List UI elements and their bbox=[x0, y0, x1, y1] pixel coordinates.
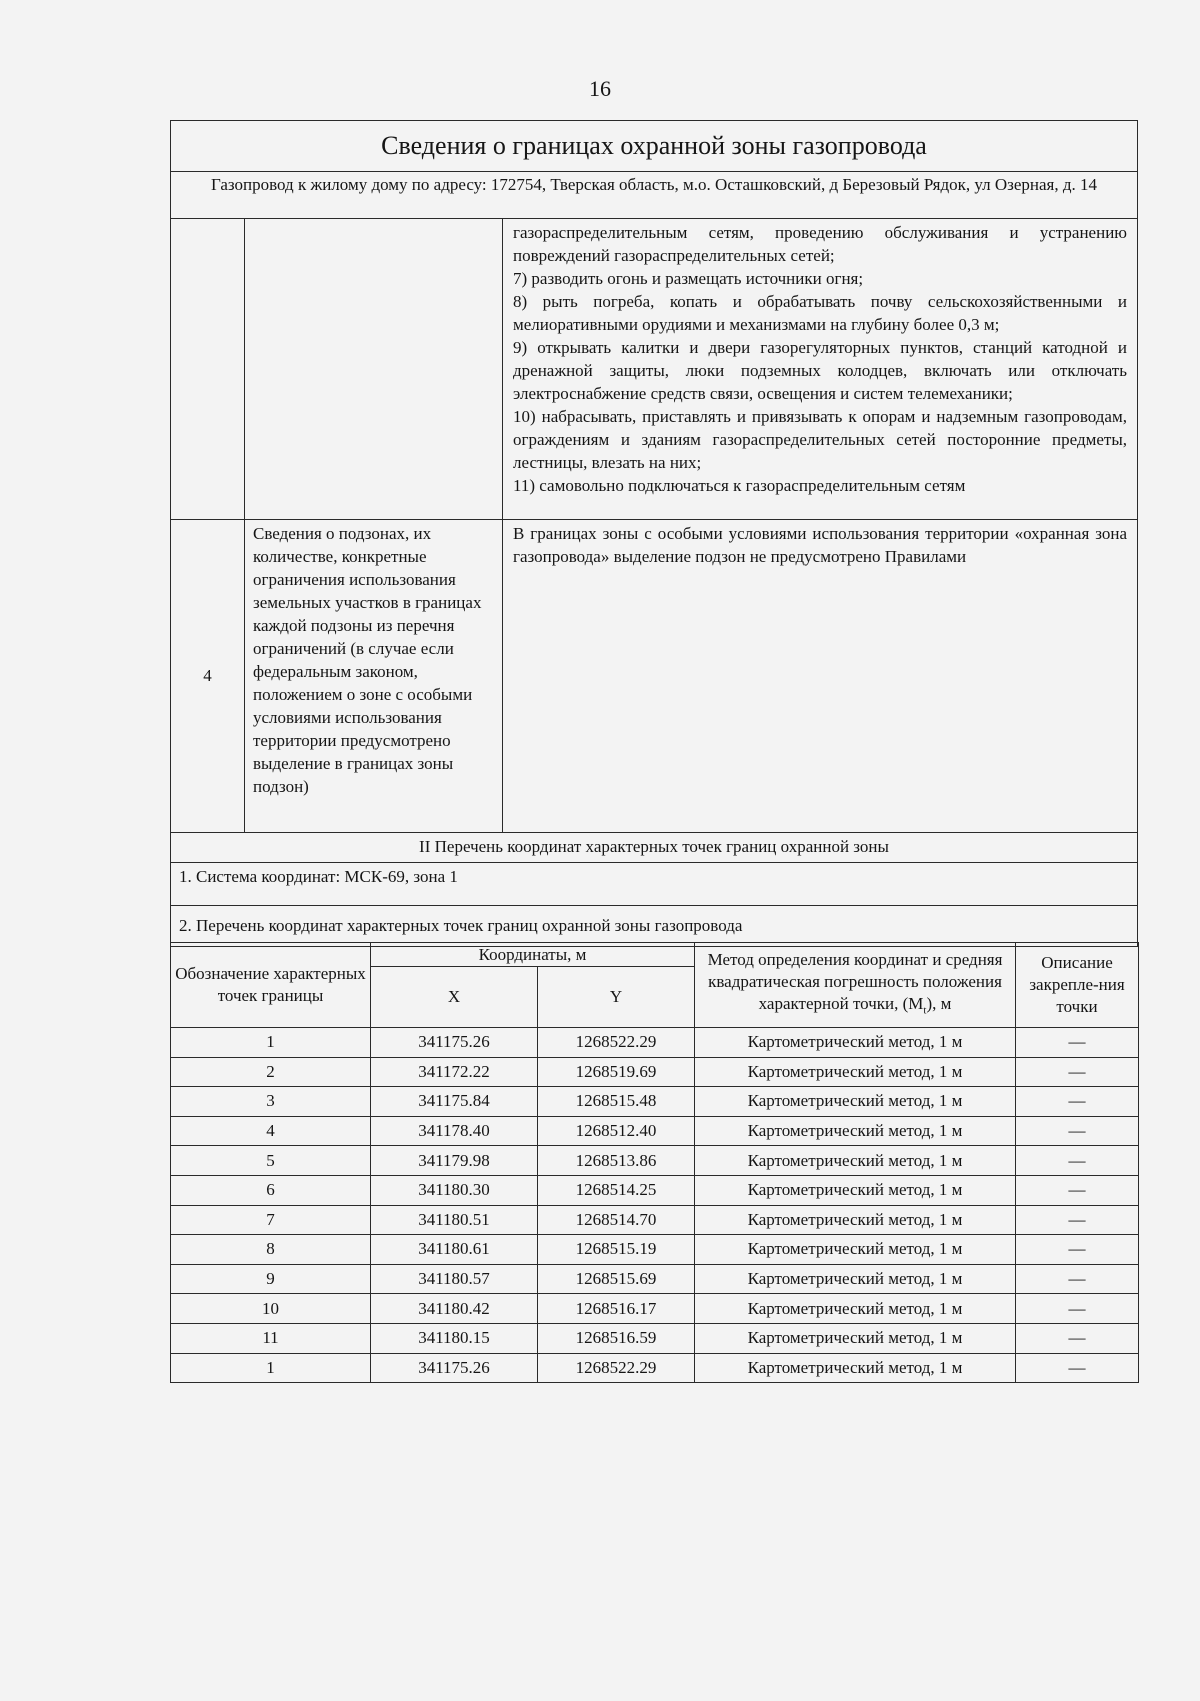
x-cell: 341175.26 bbox=[371, 1028, 538, 1058]
table-row bbox=[171, 1116, 1139, 1146]
table-row bbox=[171, 1294, 1139, 1324]
subzones-row bbox=[171, 520, 1137, 833]
table-row bbox=[171, 1028, 1139, 1058]
description-cell: — bbox=[1016, 1323, 1139, 1353]
method-cell: Картометрический метод, 1 м bbox=[695, 1146, 1016, 1176]
x-cell: 341175.84 bbox=[371, 1087, 538, 1117]
subzones-text-cell bbox=[503, 520, 1137, 832]
coordinate-system: 1. Система координат: МСК-69, зона 1 bbox=[171, 863, 1137, 906]
method-cell: Картометрический метод, 1 м bbox=[695, 1264, 1016, 1294]
header-method-unit: ), м bbox=[926, 993, 952, 1013]
table-row bbox=[171, 1175, 1139, 1205]
header-description: Описание закрепле-ния точки bbox=[1016, 943, 1139, 1028]
method-cell: Картометрический метод, 1 м bbox=[695, 1353, 1016, 1383]
y-cell: 1268514.25 bbox=[538, 1175, 695, 1205]
description-cell: — bbox=[1016, 1353, 1139, 1383]
point-cell: 6 bbox=[171, 1175, 371, 1205]
y-cell: 1268515.19 bbox=[538, 1235, 695, 1265]
method-cell: Картометрический метод, 1 м bbox=[695, 1028, 1016, 1058]
x-cell: 341180.51 bbox=[371, 1205, 538, 1235]
table-row bbox=[171, 1146, 1139, 1176]
x-cell: 341172.22 bbox=[371, 1057, 538, 1087]
subzones-row-number: 4 bbox=[171, 520, 245, 832]
x-cell: 341180.42 bbox=[371, 1294, 538, 1324]
restriction-line: 7) разводить огонь и размещать источники огня; bbox=[513, 269, 864, 288]
description-cell: — bbox=[1016, 1146, 1139, 1176]
table-row bbox=[171, 1087, 1139, 1117]
table-row bbox=[171, 1057, 1139, 1087]
restriction-line: 9) открывать калитки и двери газорегуляторных пунктов, станций катодной и дренажной защиты, люки подземных колодцев, включать или отключать электроснабжение средств связи, освещения и систем телемеханики; bbox=[513, 338, 1127, 403]
description-cell: — bbox=[1016, 1116, 1139, 1146]
point-cell: 8 bbox=[171, 1235, 371, 1265]
coordinate-list-heading: 2. Перечень координат характерных точек границ охранной зоны газопровода bbox=[179, 916, 743, 935]
part2-heading: II Перечень координат характерных точек границ охранной зоны bbox=[171, 833, 1137, 863]
point-cell: 3 bbox=[171, 1087, 371, 1117]
x-cell: 341175.26 bbox=[371, 1353, 538, 1383]
method-cell: Картометрический метод, 1 м bbox=[695, 1175, 1016, 1205]
coordinates-table bbox=[170, 942, 1139, 1383]
y-cell: 1268516.59 bbox=[538, 1323, 695, 1353]
restrictions-continued-row bbox=[171, 219, 1137, 520]
y-cell: 1268513.86 bbox=[538, 1146, 695, 1176]
point-cell: 10 bbox=[171, 1294, 371, 1324]
row-number-cell bbox=[171, 219, 245, 519]
method-cell: Картометрический метод, 1 м bbox=[695, 1116, 1016, 1146]
x-cell: 341180.15 bbox=[371, 1323, 538, 1353]
description-cell: — bbox=[1016, 1175, 1139, 1205]
restriction-line: 8) рыть погреба, копать и обрабатывать почву сельскохозяйственными и мелиоративными орудиями и механизмами на глубину более 0,3 м; bbox=[513, 292, 1127, 334]
header-x: X bbox=[371, 967, 538, 1028]
x-cell: 341179.98 bbox=[371, 1146, 538, 1176]
gas-pipeline-address: Газопровод к жилому дому по адресу: 172754, Тверская область, м.о. Осташковский, д Березовый Рядок, ул Озерная, д. 14 bbox=[171, 172, 1137, 219]
point-cell: 9 bbox=[171, 1264, 371, 1294]
table-row bbox=[171, 1264, 1139, 1294]
y-cell: 1268522.29 bbox=[538, 1353, 695, 1383]
point-cell: 1 bbox=[171, 1028, 371, 1058]
y-cell: 1268514.70 bbox=[538, 1205, 695, 1235]
row-label-cell bbox=[245, 219, 503, 519]
point-cell: 7 bbox=[171, 1205, 371, 1235]
document-title: Сведения о границах охранной зоны газопровода bbox=[171, 121, 1137, 172]
page-number: 16 bbox=[589, 76, 611, 101]
point-cell: 11 bbox=[171, 1323, 371, 1353]
description-cell: — bbox=[1016, 1028, 1139, 1058]
x-cell: 341180.61 bbox=[371, 1235, 538, 1265]
restrictions-list bbox=[503, 219, 1137, 519]
header-point: Обозначение характерных точек границы bbox=[171, 943, 371, 1028]
y-cell: 1268522.29 bbox=[538, 1028, 695, 1058]
table-row bbox=[171, 1323, 1139, 1353]
method-cell: Картометрический метод, 1 м bbox=[695, 1294, 1016, 1324]
table-row bbox=[171, 1235, 1139, 1265]
restriction-line: 11) самовольно подключаться к газораспределительным сетям bbox=[513, 476, 966, 495]
description-cell: — bbox=[1016, 1057, 1139, 1087]
method-cell: Картометрический метод, 1 м bbox=[695, 1057, 1016, 1087]
method-cell: Картометрический метод, 1 м bbox=[695, 1235, 1016, 1265]
restriction-line: 10) набрасывать, приставлять и привязывать к опорам и надземным газопроводам, ограждениям и зданиям газораспределительных сетей посторонние предметы, лестницы, влезать на них; bbox=[513, 407, 1127, 472]
y-cell: 1268512.40 bbox=[538, 1116, 695, 1146]
method-cell: Картометрический метод, 1 м bbox=[695, 1323, 1016, 1353]
header-y: Y bbox=[538, 967, 695, 1028]
header-coordinates: Координаты, м bbox=[371, 943, 695, 967]
protected-zone-info-table bbox=[170, 120, 1138, 947]
point-cell: 4 bbox=[171, 1116, 371, 1146]
y-cell: 1268519.69 bbox=[538, 1057, 695, 1087]
x-cell: 341178.40 bbox=[371, 1116, 538, 1146]
method-cell: Картометрический метод, 1 м bbox=[695, 1087, 1016, 1117]
subzones-text: В границах зоны с особыми условиями использования территории «охранная зона газопровода» выделение подзон не предусмотрено Правилами bbox=[513, 524, 1127, 566]
description-cell: — bbox=[1016, 1294, 1139, 1324]
point-cell: 2 bbox=[171, 1057, 371, 1087]
description-cell: — bbox=[1016, 1087, 1139, 1117]
description-cell: — bbox=[1016, 1235, 1139, 1265]
x-cell: 341180.30 bbox=[371, 1175, 538, 1205]
header-method bbox=[695, 943, 1016, 1028]
description-cell: — bbox=[1016, 1264, 1139, 1294]
header-method-text: Метод определения координат и средняя квадратическая погрешность положения характерной точки, (M bbox=[707, 949, 1003, 1013]
y-cell: 1268516.17 bbox=[538, 1294, 695, 1324]
x-cell: 341180.57 bbox=[371, 1264, 538, 1294]
method-cell: Картометрический метод, 1 м bbox=[695, 1205, 1016, 1235]
y-cell: 1268515.69 bbox=[538, 1264, 695, 1294]
restriction-line: газораспределительным сетям, проведению обслуживания и устранению повреждений газораспределительных сетей; bbox=[513, 223, 1127, 265]
header-method-subscript: t bbox=[923, 1004, 927, 1017]
y-cell: 1268515.48 bbox=[538, 1087, 695, 1117]
point-cell: 1 bbox=[171, 1353, 371, 1383]
point-cell: 5 bbox=[171, 1146, 371, 1176]
table-row bbox=[171, 1353, 1139, 1383]
table-row bbox=[171, 1205, 1139, 1235]
description-cell: — bbox=[1016, 1205, 1139, 1235]
subzones-label: Сведения о подзонах, их количестве, конкретные ограничения использования земельных участков в границах каждой подзоны из перечня ограничений (в случае если федеральным законом, положением о зоне с особыми условиями использования территории предусмотрено выделение в границах зоны подзон) bbox=[245, 520, 503, 832]
